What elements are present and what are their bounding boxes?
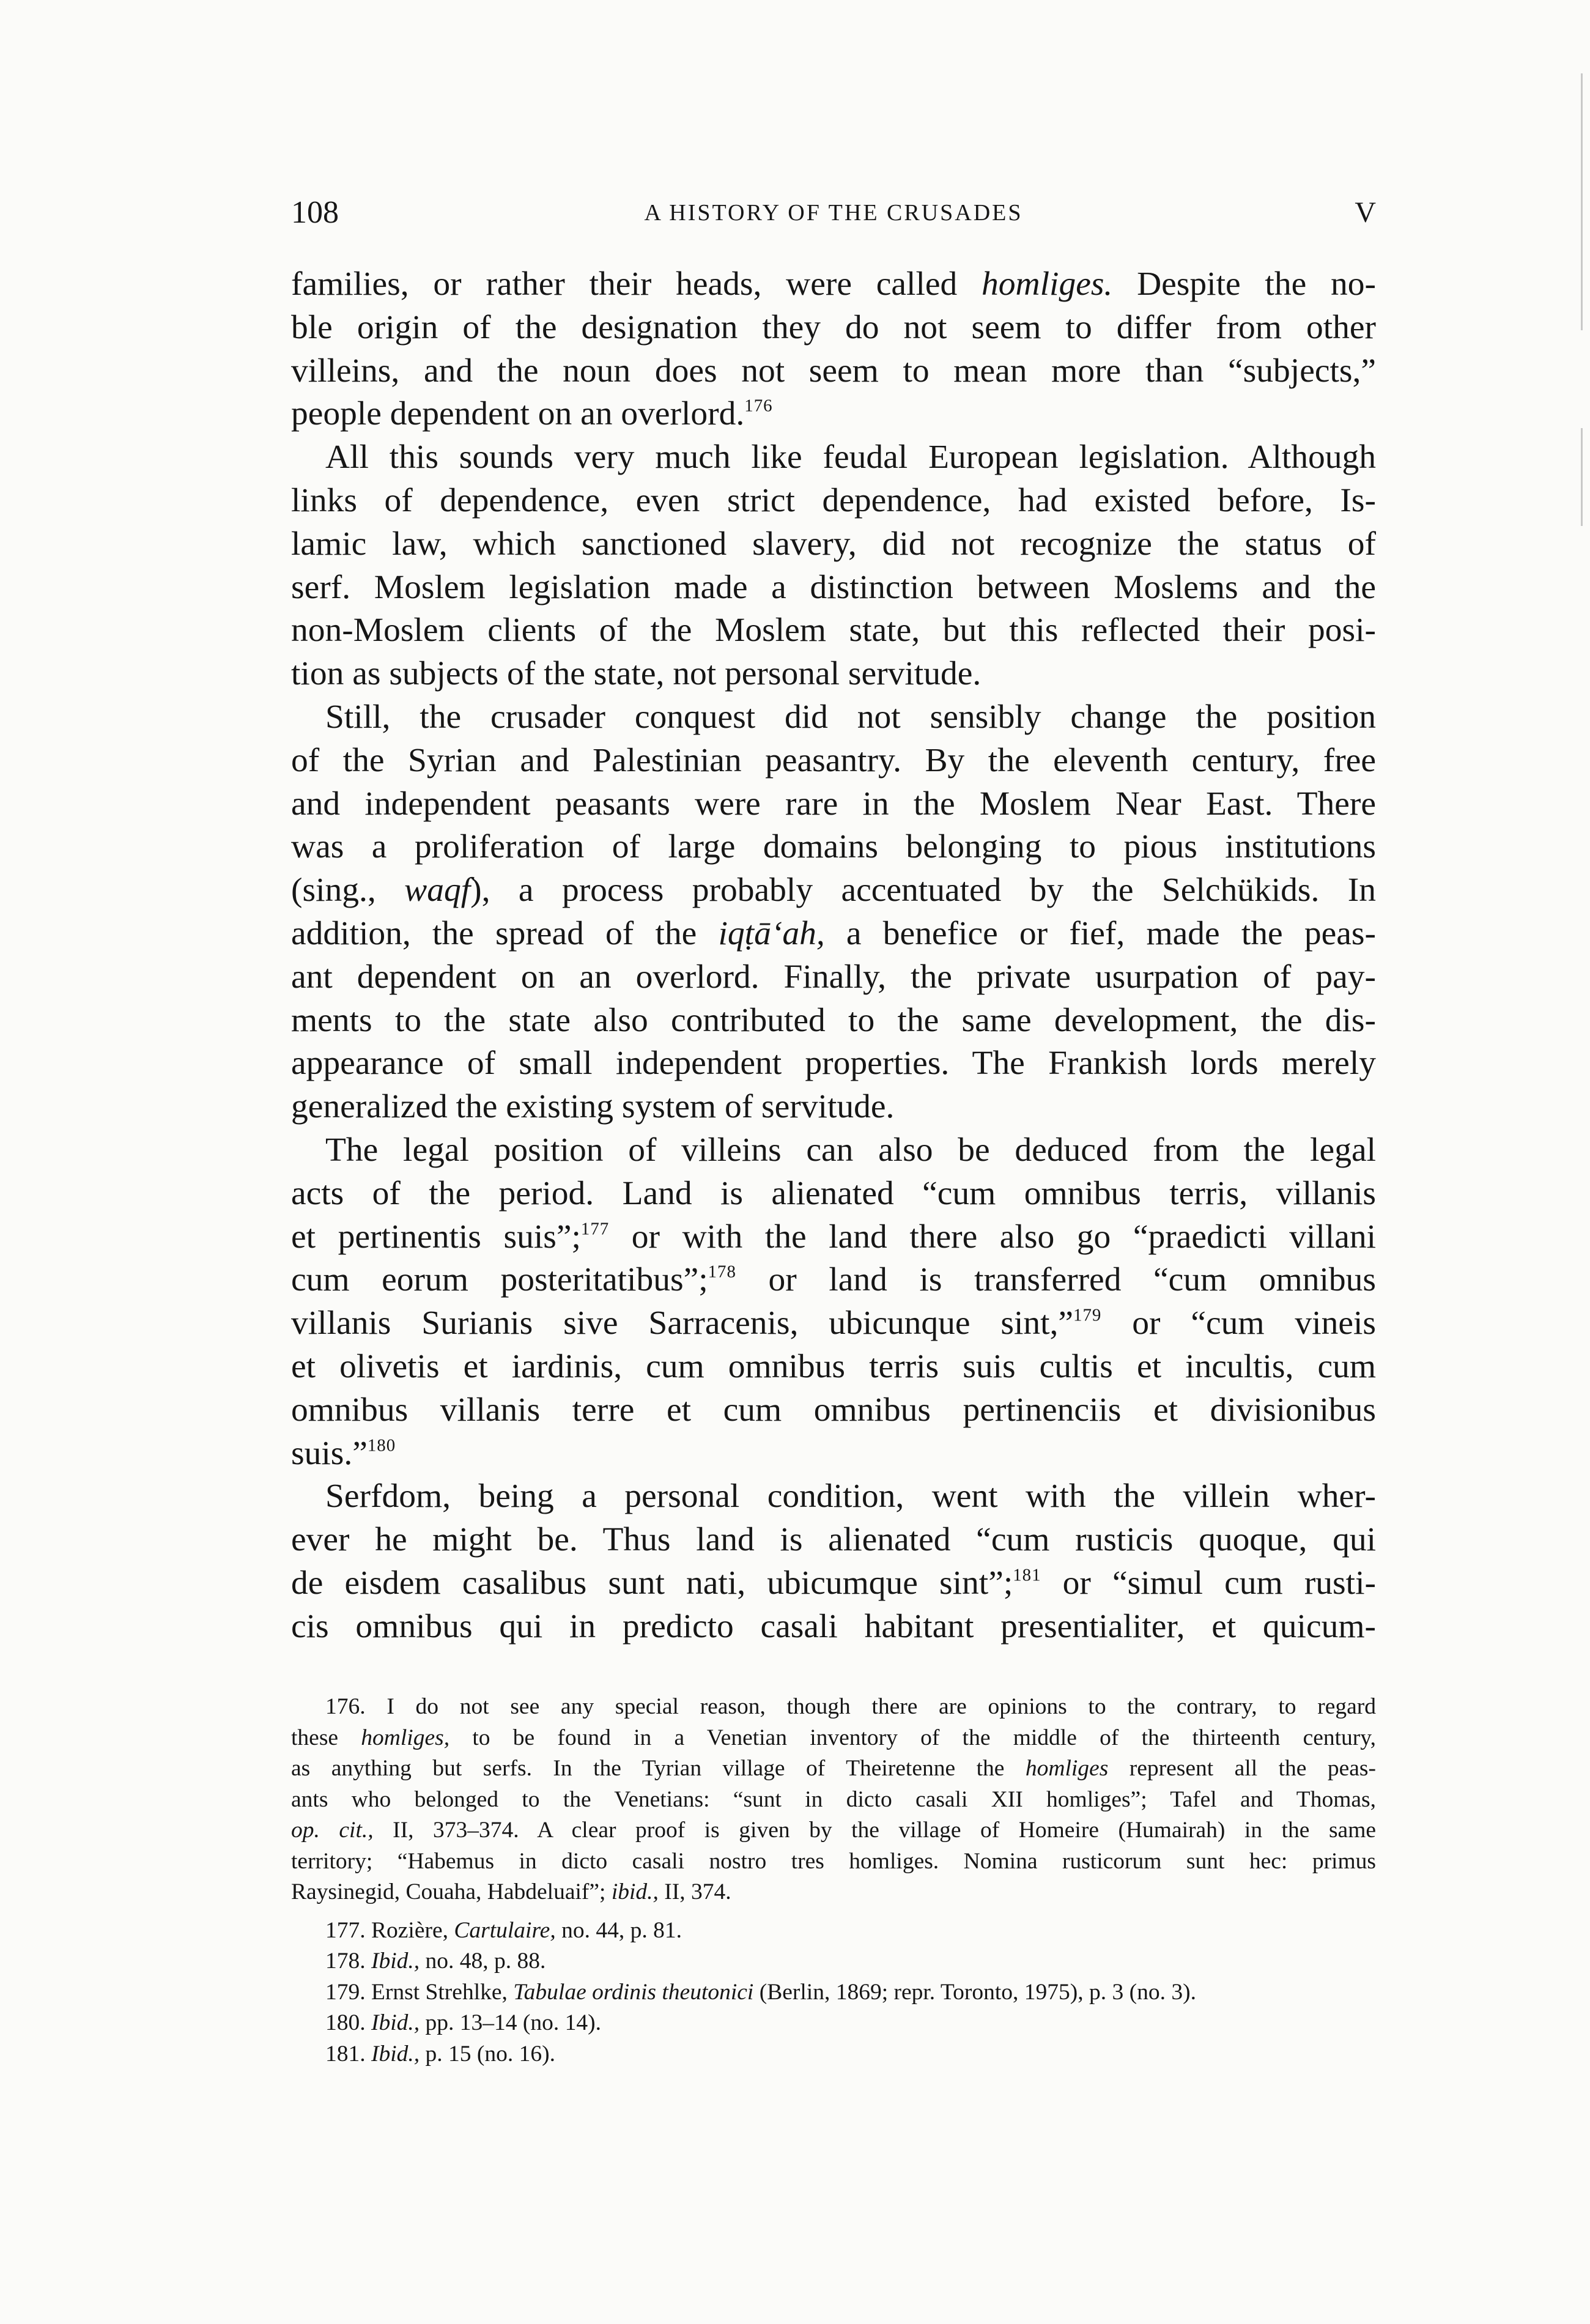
text-line: et pertinentis suis”;$^{177}$ or with the land there also go “praedicti villani [291, 1218, 1377, 1256]
text-line: generalized the existing system of servitude. [291, 1088, 895, 1126]
footnote-line: 179. Ernst Strehlke, Tabulae ordinis theutonici (Berlin, 1869; repr. Toronto, 1975), p. 3 (no. 3). [325, 1979, 1197, 2005]
scan-edge [1581, 428, 1583, 526]
text-line: and independent peasants were rare in the Moslem Near East. There [291, 785, 1376, 823]
text-line: ments to the state also contributed to the same development, the dis- [291, 1001, 1376, 1039]
footnote-line: 178. Ibid., no. 48, p. 88. [325, 1948, 546, 1974]
footnote-line: Raysinegid, Couaha, Habdeluaif”; ibid., II, 374. [291, 1879, 731, 1904]
text-line: addition, the spread of the iqṭā‘ah, a benefice or fief, made the peas- [291, 914, 1376, 952]
footnote-line: 180. Ibid., pp. 13–14 (no. 14). [325, 2010, 602, 2035]
text-line: acts of the period. Land is alienated “cum omnibus terris, villanis [291, 1174, 1376, 1212]
text-line: was a proliferation of large domains belonging to pious institutions [291, 828, 1376, 866]
footnote-line: as anything but serfs. In the Tyrian village of Theiretenne the homliges represent all the peas- [291, 1756, 1376, 1781]
footnote-line: 176. I do not see any special reason, though there are opinions to the contrary, to regard [325, 1694, 1376, 1719]
text-line: serf. Moslem legislation made a distinction between Moslems and the [291, 568, 1376, 606]
text-line: cum eorum posteritatibus”;$^{178}$ or land is transferred “cum omnibus [291, 1261, 1376, 1299]
text-line: non-Moslem clients of the Moslem state, but this reflected their posi- [291, 612, 1376, 649]
chapter-number: V [1355, 196, 1376, 229]
text-line: suis.”$^{180}$ [291, 1434, 396, 1472]
footnote-line: op. cit., II, 373–374. A clear proof is given by the village of Homeire (Humairah) in the same [291, 1818, 1377, 1843]
text-line: ever he might be. Thus land is alienated “cum rusticis quoque, qui [291, 1521, 1376, 1559]
text-line: de eisdem casalibus sunt nati, ubicumque sint”;$^{181}$ or “simul cum rusti- [291, 1564, 1376, 1602]
footnotes [291, 1692, 1376, 2070]
footnote-line: territory; “Habemus in dicto casali nostro tres homliges. Nomina rusticorum sunt hec: primus [291, 1848, 1376, 1874]
text-line: The legal position of villeins can also be deduced from the legal [325, 1131, 1376, 1169]
footnote-line: ants who belonged to the Venetians: “sunt in dicto casali XII homliges”; Tafel and Thomas, [291, 1786, 1376, 1812]
running-title: A HISTORY OF THE CRUSADES [644, 200, 1023, 226]
text-line: appearance of small independent properties. The Frankish lords merely [291, 1045, 1376, 1082]
text-line: Still, the crusader conquest did not sensibly change the position [325, 698, 1376, 736]
footnote-line: 181. Ibid., p. 15 (no. 16). [325, 2041, 556, 2067]
text-line: families, or rather their heads, were called homliges. Despite the no- [291, 265, 1376, 303]
running-header [291, 194, 1376, 231]
text-line: tion as subjects of the state, not personal servitude. [291, 655, 982, 693]
scan-edge [1581, 73, 1583, 330]
footnote-line: 177. Rozière, Cartulaire, no. 44, p. 81. [325, 1917, 682, 1943]
text-line: lamic law, which sanctioned slavery, did not recognize the status of [291, 525, 1376, 563]
text-line: Serfdom, being a personal condition, went with the villein wher- [325, 1478, 1376, 1515]
text-line: links of dependence, even strict dependence, had existed before, Is- [291, 481, 1376, 519]
footnote-line: these homliges, to be found in a Venetian inventory of the middle of the thirteenth century, [291, 1725, 1376, 1750]
text-line: et olivetis et iardinis, cum omnibus terris suis cultis et incultis, cum [291, 1347, 1376, 1385]
text-line: of the Syrian and Palestinian peasantry. By the eleventh century, free [291, 741, 1376, 779]
text-line: people dependent on an overlord.$^{176}$ [291, 395, 773, 433]
text-line: ble origin of the designation they do not seem to differ from other [291, 308, 1376, 346]
text-line: omnibus villanis terre et cum omnibus pertinenciis et divisionibus [291, 1391, 1376, 1429]
text-line: villeins, and the noun does not seem to mean more than “subjects,” [291, 352, 1376, 390]
text-line: villanis Surianis sive Sarracenis, ubicunque sint,”$^{179}$ or “cum vineis [291, 1304, 1376, 1342]
text-line: ant dependent on an overlord. Finally, the private usurpation of pay- [291, 958, 1376, 996]
footnote-spacer [291, 1908, 1376, 1915]
page-number: 108 [291, 195, 339, 230]
main-text [291, 263, 1376, 1649]
text-line: All this sounds very much like feudal European legislation. Although [325, 439, 1376, 476]
text-line: (sing., waqf), a process probably accentuated by the Selchükids. In [291, 871, 1377, 909]
text-line: cis omnibus qui in predicto casali habitant presentialiter, et quicum- [291, 1607, 1376, 1645]
